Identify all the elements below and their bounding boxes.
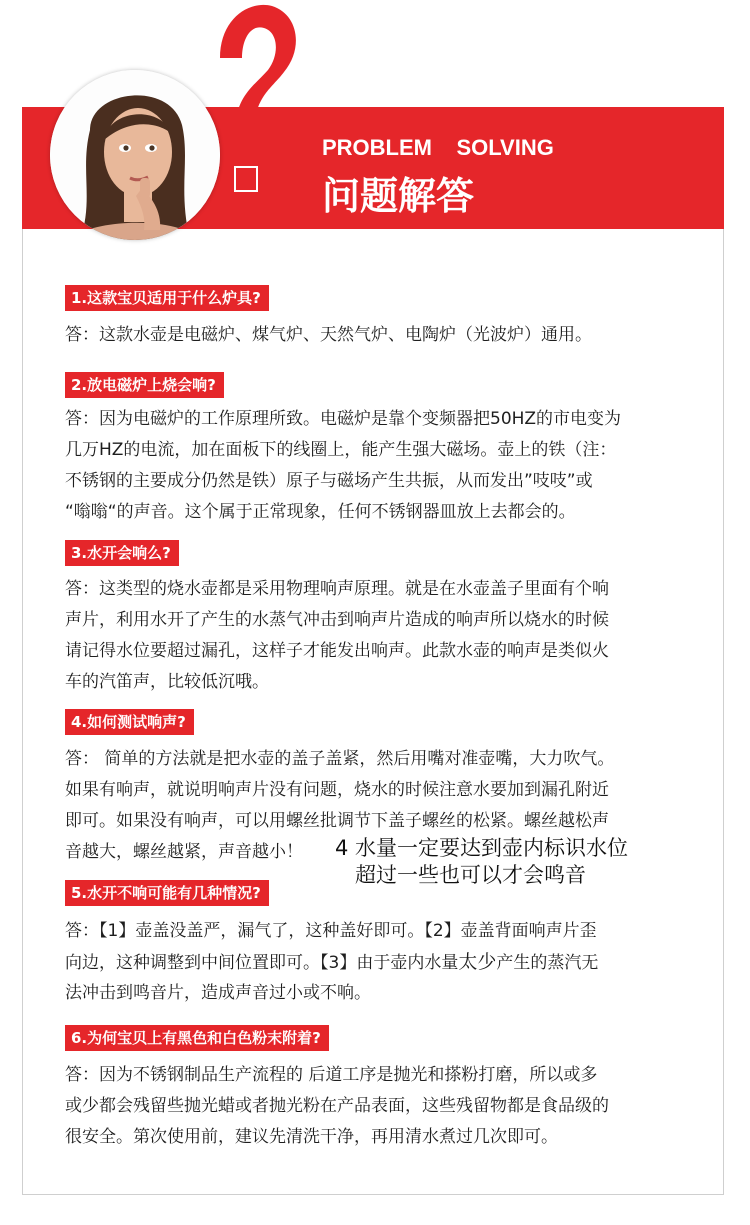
answer-line: 请记得水位要超过漏孔，这样子才能发出响声。此款水壶的响声是类似火	[65, 641, 609, 661]
answer-line: 很安全。第次使用前，建议先清洗干净，再用清水煮过几次即可。	[65, 1127, 558, 1147]
answer-line: 答：【1】壶盖没盖严，漏气了，这种盖好即可。【2】壶盖背面响声片歪	[65, 921, 597, 941]
question-1: 1.这款宝贝适用于什么炉具?	[65, 285, 269, 311]
answer-line: 答：因为不锈钢制品生产流程的 后道工序是抛光和搽粉打磨，所以或多	[65, 1065, 598, 1085]
note-line: 超过一些也可以才会鸣音	[355, 863, 586, 887]
handwritten-note	[335, 835, 628, 889]
question-4: 4.如何测试响声?	[65, 709, 194, 735]
handwritten-inline-note: 太少	[458, 951, 497, 973]
answer-1	[65, 320, 695, 351]
answer-6	[65, 1060, 695, 1153]
avatar	[50, 70, 220, 240]
title-chinese: 问题解答	[322, 174, 475, 218]
answer-text: 向边，这种调整到中间位置即可。【3】由于壶内水量	[65, 953, 459, 973]
answer-line: “嗡嗡“的声音。这个属于正常现象，任何不锈钢器皿放上去都会的。	[65, 502, 576, 522]
answer-line: 或少都会残留些抛光蜡或者抛光粉在产品表面，这些残留物都是食品级的	[65, 1096, 609, 1116]
answer-line: 车的汽笛声，比较低沉哦。	[65, 672, 269, 692]
answer-line: 即可。如果没有响声，可以用螺丝批调节下盖子螺丝的松紧。螺丝越松声	[65, 811, 609, 831]
answer-text: 产生的蒸汽无	[496, 953, 599, 973]
answer-5	[65, 916, 695, 1009]
answer-line: 几万HZ的电流，加在面板下的线圈上，能产生强大磁场。壶上的铁（注：	[65, 440, 617, 460]
answer-line: 如果有响声，就说明响声片没有问题，烧水的时候注意水要加到漏孔附近	[65, 780, 609, 800]
note-line: 4 水量一定要达到壶内标识水位	[335, 836, 629, 860]
answer-3	[65, 574, 695, 698]
answer-line: 法冲击到鸣音片，造成声音过小或不响。	[65, 983, 371, 1003]
answer-line: 声片，利用水开了产生的水蒸气冲击到响声片造成的响声所以烧水的时候	[65, 610, 609, 630]
title-english: PROBLEM SOLVING	[322, 135, 554, 160]
answer-2	[65, 404, 695, 528]
answer-line: 不锈钢的主要成分仍然是铁）原子与磁场产生共振，从而发出”吱吱”或	[65, 471, 593, 491]
question-3: 3.水开会响么?	[65, 540, 179, 566]
answer-line: 答：这款水壶是电磁炉、煤气炉、天然气炉、电陶炉（光波炉）通用。	[65, 325, 592, 345]
question-mark-icon	[212, 0, 302, 210]
woman-thinking-icon	[50, 70, 220, 240]
answer-line	[65, 947, 695, 978]
answer-line: 答：这类型的烧水壶都是采用物理响声原理。就是在水壶盖子里面有个响	[65, 579, 609, 599]
question-5: 5.水开不响可能有几种情况?	[65, 880, 269, 906]
question-2: 2.放电磁炉上烧会响?	[65, 372, 224, 398]
answer-line: 答： 简单的方法就是把水壶的盖子盖紧，然后用嘴对准壶嘴，大力吹气。	[65, 749, 615, 769]
question-6: 6.为何宝贝上有黑色和白色粉末附着?	[65, 1025, 329, 1051]
answer-line: 音越大，螺丝越紧，声音越小！	[65, 842, 303, 862]
answer-line: 答：因为电磁炉的工作原理所致。电磁炉是靠个变频器把50HZ的市电变为	[65, 409, 622, 429]
